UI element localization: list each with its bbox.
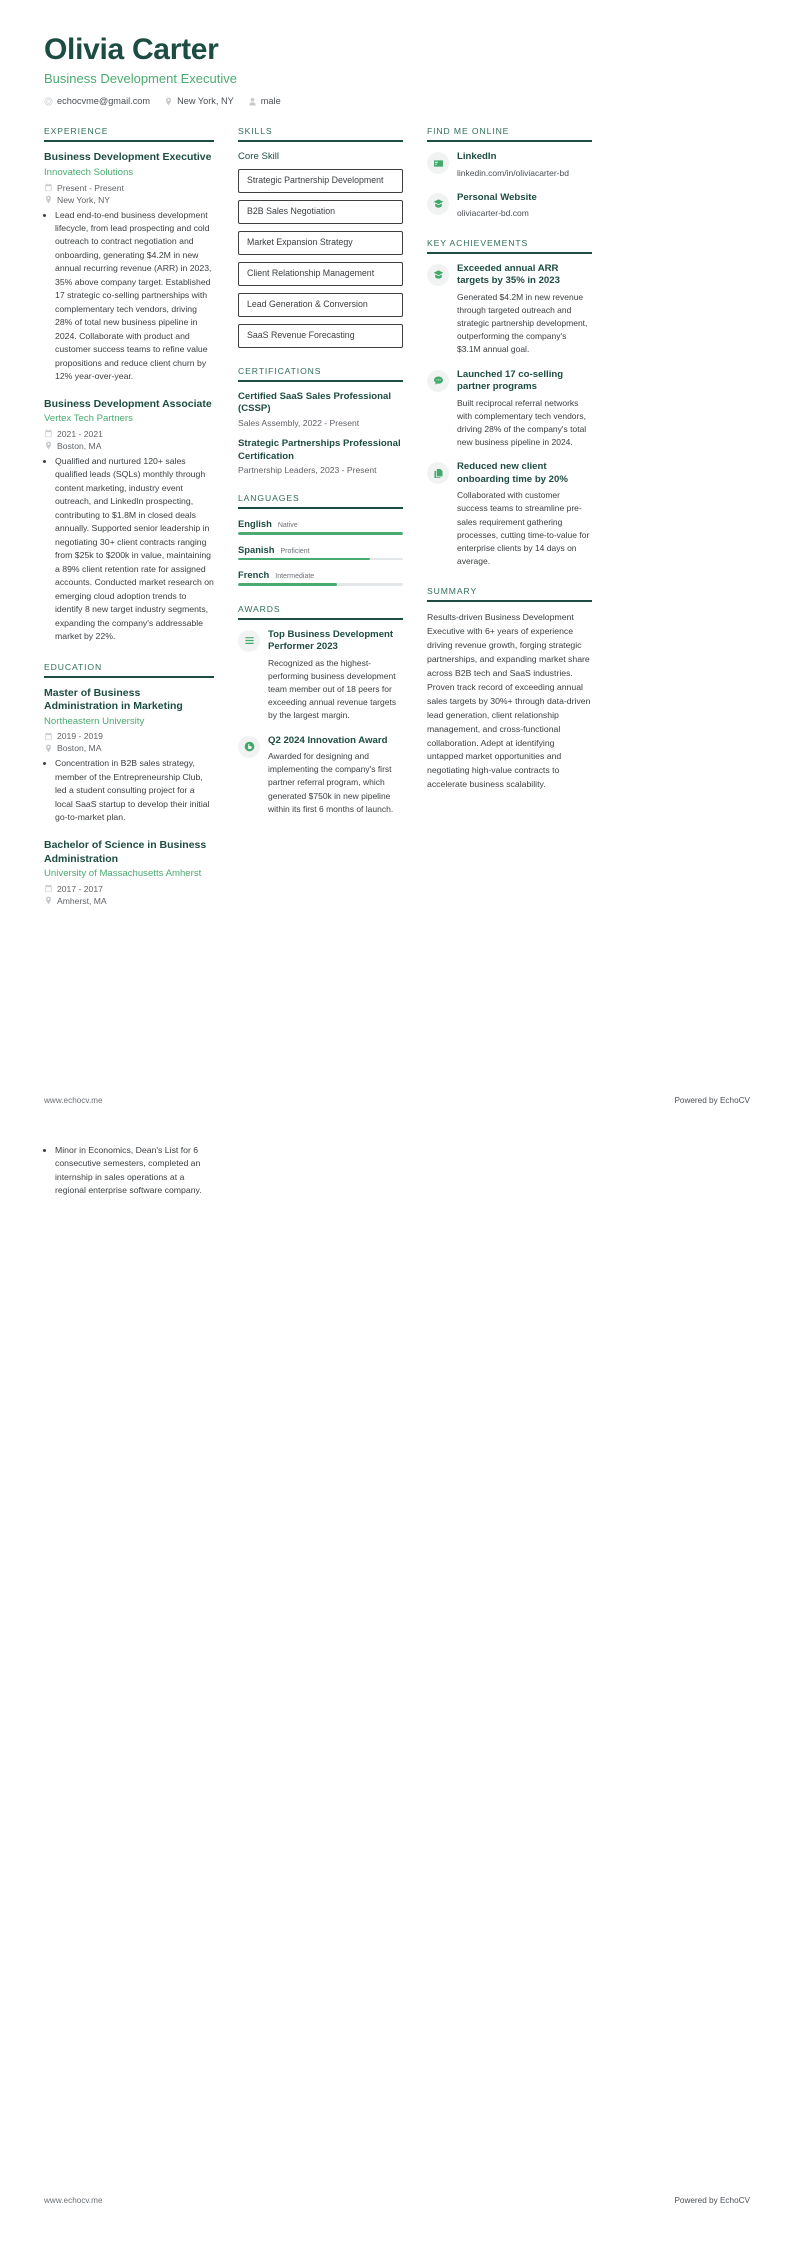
job-location (44, 441, 214, 451)
language-proficiency-track (238, 583, 403, 586)
contact-email (44, 96, 150, 106)
person-icon (248, 97, 257, 106)
language-item (238, 544, 403, 561)
award-description: Recognized as the highest-performing business development team member out of 18 peers for exceeding annual revenue targets by the largest margin. (268, 657, 397, 721)
education-dates-text: 2019 - 2019 (57, 731, 103, 742)
skill-chip: Market Expansion Strategy (238, 231, 403, 255)
online-link-item[interactable] (427, 192, 592, 220)
language-name: English (238, 518, 272, 530)
education-dates-text: 2017 - 2017 (57, 883, 103, 894)
calendar-icon (44, 884, 53, 893)
copy-documents-icon (427, 462, 449, 484)
skill-chip: Lead Generation & Conversion (238, 293, 403, 317)
section-divider (238, 380, 403, 382)
section-heading-key-achievements: KEY ACHIEVEMENTS (427, 237, 529, 248)
achievement-title: Launched 17 co-selling partner programs (457, 368, 564, 393)
contact-location (164, 96, 234, 106)
section-heading-education: EDUCATION (44, 661, 103, 672)
education-item (44, 839, 214, 906)
achievement-description: Generated $4.2M in new revenue through targeted outreach and strategic partnership development, outperforming the company's $3.1M annual goal. (457, 291, 588, 355)
column-right (427, 126, 592, 810)
job-bullets (44, 209, 214, 384)
language-name: French (238, 569, 270, 581)
section-heading-experience: EXPERIENCE (44, 126, 109, 137)
job-organization: Innovatech Solutions (44, 167, 134, 179)
email-icon (44, 97, 53, 106)
award-description: Awarded for designing and implementing the company's first partner referral program, which generated $750k in new pipeline within its first 6 months of launch. (268, 751, 394, 814)
job-bullets (44, 455, 214, 644)
skill-chip: Strategic Partnership Development (238, 169, 403, 193)
footer-brand: Powered by EchoCV (674, 2196, 750, 2205)
contact-location-text: New York, NY (177, 96, 234, 107)
certification-meta: Sales Assembly, 2022 - Present (238, 417, 360, 428)
section-divider (427, 252, 592, 254)
language-proficiency-track (238, 558, 403, 561)
footer-site: www.echocv.me (44, 1096, 103, 1105)
education-bullets (44, 757, 214, 824)
degree-title: Master of Business Administration in Marketing (44, 686, 183, 713)
education-location-text: Amherst, MA (57, 895, 107, 906)
school-name: Northeastern University (44, 715, 145, 727)
section-heading-certifications: CERTIFICATIONS (238, 365, 322, 376)
section-divider (427, 140, 592, 142)
list-lines-icon (238, 630, 260, 652)
job-location-text: New York, NY (57, 194, 111, 205)
skill-chip-list (238, 169, 403, 347)
page-footer (44, 1096, 750, 1105)
section-divider (238, 140, 403, 142)
job-dates-text: Present - Present (57, 182, 124, 193)
location-pin-icon (44, 896, 53, 905)
section-skills (238, 126, 403, 347)
education-item (44, 687, 214, 825)
graduation-cap-icon (427, 193, 449, 215)
language-row (238, 518, 403, 529)
contact-email-text: echocvme@gmail.com (57, 96, 151, 107)
award-title: Top Business Development Performer 2023 (268, 628, 394, 653)
calendar-icon (44, 732, 53, 741)
language-proficiency-fill (238, 532, 403, 535)
section-divider (44, 140, 214, 142)
education-dates (44, 884, 214, 894)
calendar-icon (44, 183, 53, 192)
section-find-me-online (427, 126, 592, 219)
job-organization: Vertex Tech Partners (44, 413, 133, 425)
certification-name: Strategic Partnerships Professional Certification (238, 437, 401, 462)
section-key-achievements (427, 238, 592, 568)
section-certifications (238, 366, 403, 476)
education-location (44, 743, 214, 753)
award-item (238, 629, 403, 723)
certification-item (238, 438, 403, 475)
education-dates (44, 731, 214, 741)
chat-bubble-icon (427, 370, 449, 392)
job-location (44, 195, 214, 205)
language-proficiency-track (238, 532, 403, 535)
job-dates-text: 2021 - 2021 (57, 428, 103, 439)
card-icon (427, 152, 449, 174)
contact-gender-text: male (260, 96, 281, 107)
column-middle (238, 126, 403, 834)
section-education (44, 662, 214, 906)
certification-meta: Partnership Leaders, 2023 - Present (238, 465, 377, 476)
section-experience (44, 126, 214, 643)
resume-header (44, 34, 750, 106)
section-heading-skills: SKILLS (238, 126, 273, 137)
location-pin-icon (164, 97, 173, 106)
section-heading-awards: AWARDS (238, 603, 281, 614)
online-link-label: LinkedIn (457, 151, 497, 163)
resume-body (44, 126, 750, 923)
education-bullet: • Minor in Economics, Dean's List for 6 consecutive semesters, completed an internship in sales operations at a regional enterprise software company. (55, 1144, 214, 1198)
skills-group-label: Core Skill (238, 151, 280, 163)
language-level: Proficient (280, 547, 310, 555)
certification-item (238, 391, 403, 428)
education-bullets (44, 1144, 214, 1198)
job-dates (44, 183, 214, 193)
language-item (238, 569, 403, 586)
summary-text: Results-driven Business Development Executive with 6+ years of experience driving revenue growth, forging strategic partnerships, and expanding market share across B2B tech and SaaS industries. Proven track record of exceeding annual sales targets by 30%+ through data-driven lead generation, client relationship management, and cross-functional collaboration. Adept at identifying untapped market opportunities and negotiating high-value contracts to accelerate business scalability. (427, 612, 591, 790)
language-row (238, 544, 403, 555)
calendar-icon (44, 429, 53, 438)
section-awards (238, 604, 403, 816)
job-bullet: • Lead end-to-end business development lifecycle, from lead prospecting and cold outreach to contract negotiation and onboarding, generating $4.2M in new annual recurring revenue (ARR) in 2023, 35% above company target. Established 17 strategic co-selling partnerships with complementary tech vendors, driving 28% of total new business pipeline in 2024. Collaborate with product and customer success teams to refine value propositions and reduce client churn by 12% year-over-year. (55, 209, 214, 384)
page-footer (44, 2196, 750, 2205)
language-level: Native (277, 522, 298, 530)
footer-site: www.echocv.me (44, 2196, 103, 2205)
achievement-item (427, 263, 592, 357)
experience-item (44, 398, 214, 644)
school-name: University of Massachusetts Amherst (44, 868, 202, 880)
achievement-item (427, 461, 592, 568)
online-link-item[interactable] (427, 151, 592, 179)
language-name: Spanish (238, 543, 275, 555)
contact-gender (248, 96, 281, 106)
section-heading-languages: LANGUAGES (238, 493, 300, 504)
language-level: Intermediate (275, 573, 315, 581)
section-divider (238, 507, 403, 509)
experience-item (44, 151, 214, 383)
education-bullet: • Concentration in B2B sales strategy, member of the Entrepreneurship Club, led a student consulting project for a local SaaS startup to develop their initial go-to-market plan. (55, 757, 214, 824)
job-dates (44, 429, 214, 439)
education-location-text: Boston, MA (57, 743, 102, 754)
job-title: Business Development Executive (44, 151, 212, 164)
job-bullet: • Qualified and nurtured 120+ sales qualified leads (SQLs) monthly through content marketing, industry event outreach, and LinkedIn prospecting, contributing to $1.8M in closed deals annually. Supported senior leadership in negotiating 30+ client contracts ranging from $25k to $200k in value, maintaining a 89% client retention rate for assigned accounts. Conducted market research on emerging cloud adoption trends to identify 8 new target industry segments, expanding the company's addressable market by 22%. (55, 455, 214, 644)
education-location (44, 896, 214, 906)
online-link-url[interactable]: linkedin.com/in/oliviacarter-bd (457, 167, 569, 178)
location-pin-icon (44, 441, 53, 450)
badge-circle-icon (238, 736, 260, 758)
language-row (238, 569, 403, 580)
education-continued (44, 1140, 214, 1201)
achievement-description: Collaborated with customer success teams to streamline pre-sales requirement gathering processes, cutting time-to-value for enterprise clients by 14 days on average. (457, 490, 590, 567)
job-title: Business Development Associate (44, 397, 212, 410)
language-item (238, 518, 403, 535)
achievement-title: Reduced new client onboarding time by 20% (457, 461, 568, 485)
skill-chip: Client Relationship Management (238, 262, 403, 286)
section-divider (44, 676, 214, 678)
column-left (44, 126, 214, 923)
job-location-text: Boston, MA (57, 440, 102, 451)
section-heading-summary: SUMMARY (427, 586, 478, 597)
certification-name: Certified SaaS Sales Professional (CSSP) (238, 390, 392, 415)
achievement-item (427, 369, 592, 450)
graduation-cap-icon (427, 264, 449, 286)
location-pin-icon (44, 195, 53, 204)
section-divider (238, 618, 403, 620)
award-item (238, 735, 403, 816)
language-proficiency-fill (238, 583, 337, 586)
online-link-url[interactable]: oliviacarter-bd.com (457, 208, 529, 219)
contact-row (44, 96, 750, 106)
achievement-description: Built reciprocal referral networks with complementary tech vendors, driving 28% of the company's total new business pipeline in 2024. (457, 397, 587, 448)
footer-brand: Powered by EchoCV (674, 1096, 750, 1105)
section-summary (427, 586, 592, 792)
achievement-title: Exceeded annual ARR targets by 35% in 2023 (457, 262, 560, 287)
degree-title: Bachelor of Science in Business Administration (44, 838, 207, 865)
header-role: Business Development Executive (44, 71, 237, 87)
award-title: Q2 2024 Innovation Award (268, 734, 388, 746)
section-heading-find-me-online: FIND ME ONLINE (427, 126, 510, 137)
section-divider (427, 600, 592, 602)
language-proficiency-fill (238, 558, 370, 561)
skill-chip: B2B Sales Negotiation (238, 200, 403, 224)
online-link-label: Personal Website (457, 191, 537, 203)
page-title: Olivia Carter (44, 33, 219, 66)
section-languages (238, 493, 403, 586)
skill-chip: SaaS Revenue Forecasting (238, 324, 403, 348)
location-pin-icon (44, 744, 53, 753)
